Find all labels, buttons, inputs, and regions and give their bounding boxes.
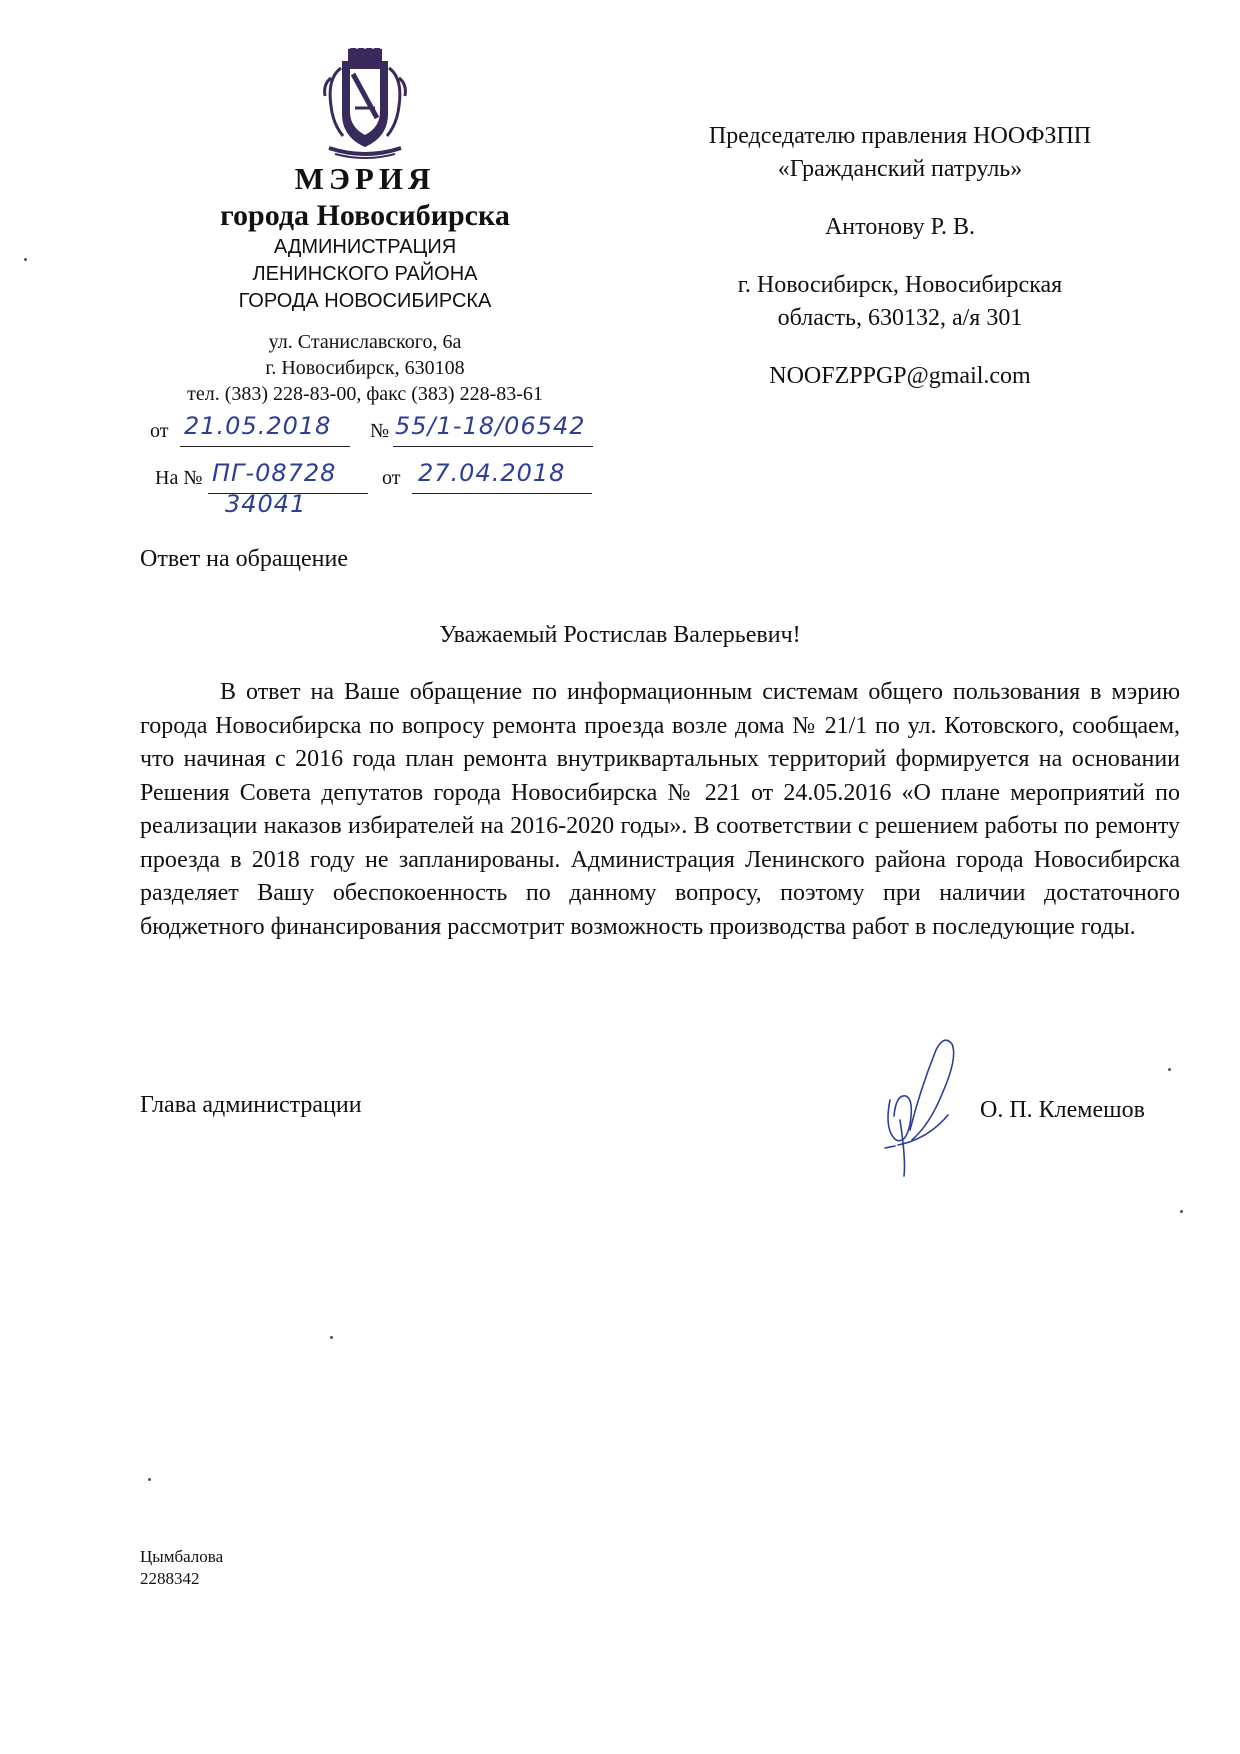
reply-number-secondary: 34041 [225, 490, 307, 518]
recipient-address-line: г. Новосибирск, Новосибирская [737, 272, 1063, 298]
scan-speck [148, 1478, 151, 1481]
scan-speck [330, 1336, 333, 1339]
sender-phone-fax: тел. (383) 228-83-00, факс (383) 228-83-61 [187, 383, 543, 405]
reply-date-label: от [382, 467, 401, 489]
admin-line: АДМИНИСТРАЦИЯ [273, 236, 457, 258]
executor-phone: 2288342 [140, 1569, 200, 1588]
recipient-address-line: область, 630132, а/я 301 [777, 305, 1023, 331]
sender-address-city: г. Новосибирск, 630108 [265, 357, 465, 379]
scan-speck [1168, 1068, 1171, 1071]
reply-number-label: На № [155, 467, 203, 489]
letter-body: В ответ на Ваше обращение по информационным системам общего пользования в мэрию города Новосибирска по вопросу ремонта проезда возле дома № 21/1 по ул. Котовского, сообщаем, что начиная с 2016 года план ремонта внутриквартальных территорий формируется на основании Решения Совета депутатов города Новосибирска № 221 от 24.05.2016 «О плане мероприятий по реализации наказов избирателей на 2016-2020 годы». В соответствии с решением работы по ремонту проезда в 2018 году не запланированы. Администрация Ленинского района города Новосибирска разделяет Вашу обеспокоенность по данному вопросу, поэтому при наличии достаточного бюджетного финансирования рассмотрит возможность производства работ в последующие годы. [140, 679, 1180, 940]
reply-date-underline [412, 493, 592, 494]
number-label: № [370, 420, 390, 442]
sender-address-street: ул. Станиславского, 6а [268, 331, 462, 353]
outgoing-date: 21.05.2018 [184, 412, 332, 440]
letter-greeting: Уважаемый Ростислав Валерьевич! [439, 622, 801, 648]
scan-speck [1180, 1210, 1183, 1213]
date-label: от [150, 420, 169, 442]
recipient-organization: «Гражданский патруль» [777, 156, 1023, 182]
handwritten-signature [870, 1030, 990, 1180]
recipient-name: Антонову Р. В. [824, 214, 976, 240]
signatory-title: Глава администрации [140, 1092, 362, 1118]
coat-of-arms-icon [315, 48, 415, 163]
admin-line: ЛЕНИНСКОГО РАЙОНА [252, 263, 478, 285]
sender-header [140, 160, 590, 407]
recipient-block [650, 120, 1150, 393]
date-underline [180, 446, 350, 447]
executor-info [140, 1546, 223, 1590]
reply-date: 27.04.2018 [418, 459, 566, 487]
recipient-position: Председателю правления НООФЗПП [708, 123, 1092, 149]
admin-line: ГОРОДА НОВОСИБИРСКА [238, 290, 492, 312]
scan-speck [24, 258, 27, 261]
city-title: города Новосибирска [220, 199, 510, 232]
mayoralty-title: МЭРИЯ [294, 161, 436, 196]
number-underline [393, 446, 593, 447]
outgoing-number: 55/1-18/06542 [395, 412, 586, 440]
recipient-email: NOOFZPPGP@gmail.com [769, 363, 1031, 389]
signatory-name: О. П. Клемешов [980, 1097, 1145, 1123]
reply-number: ПГ-08728 [212, 459, 337, 487]
letter-subject: Ответ на обращение [140, 546, 348, 572]
executor-name: Цымбалова [140, 1547, 224, 1566]
